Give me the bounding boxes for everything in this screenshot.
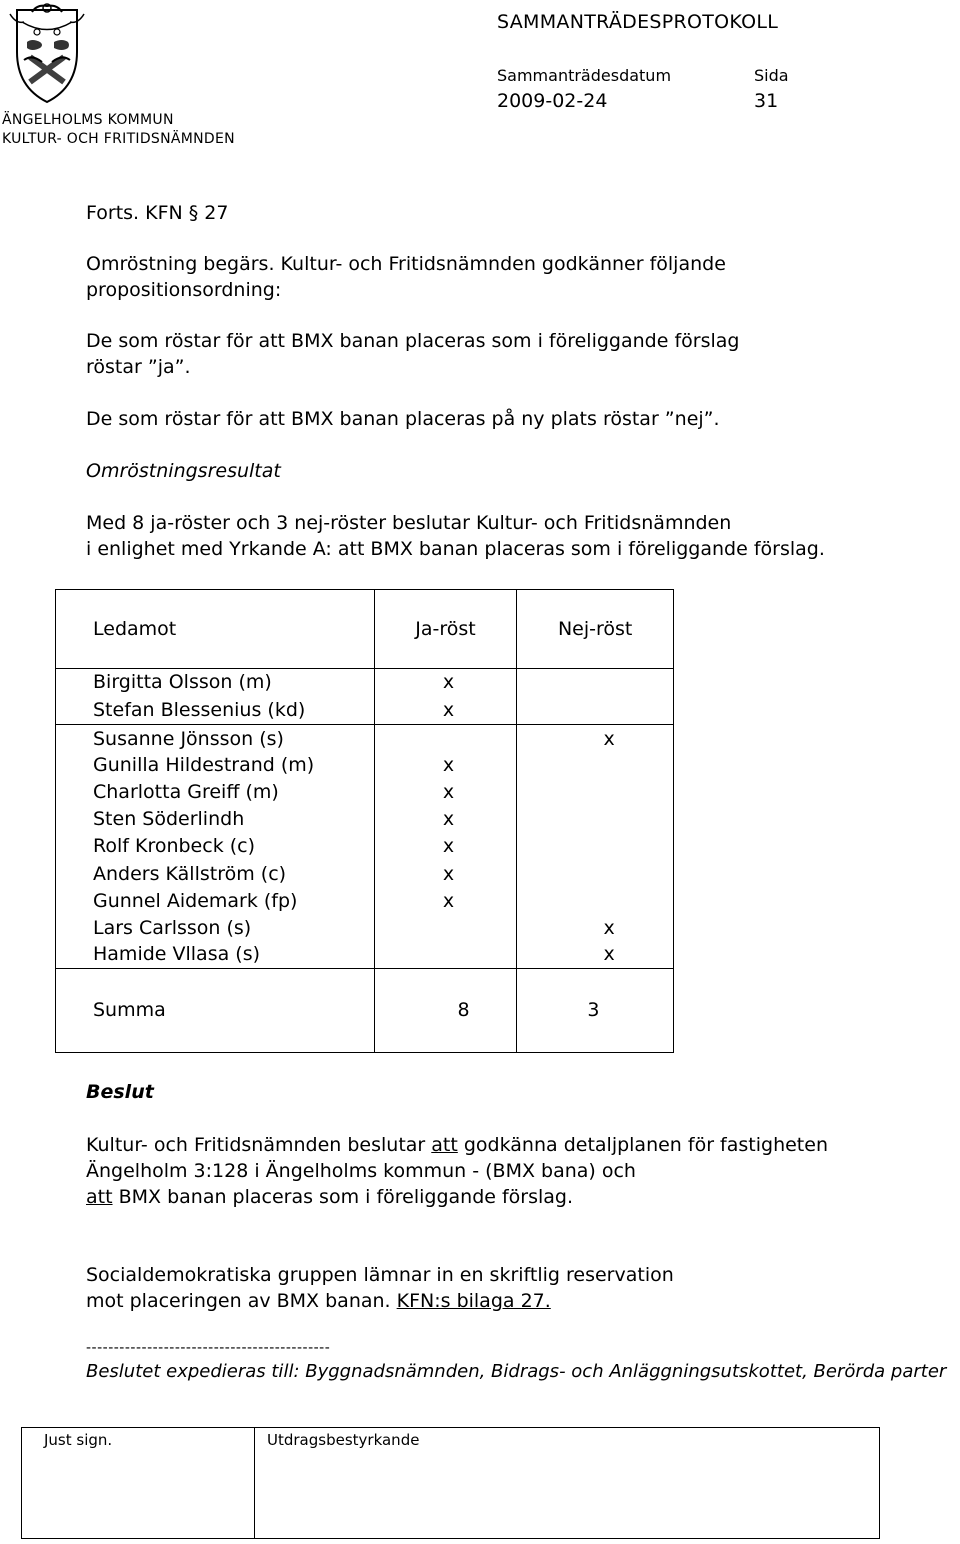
member-name: Rolf Kronbeck (c): [56, 833, 375, 860]
vote-row: [56, 806, 674, 833]
vote-table: [55, 589, 674, 1053]
member-name: Stefan Blessenius (kd): [56, 696, 375, 725]
sum-yes: 8: [374, 968, 517, 1052]
document-title: SAMMANTRÄDESPROTOKOLL: [497, 11, 779, 33]
member-name: Sten Söderlindh: [56, 806, 375, 833]
no-mark: [517, 860, 674, 887]
vote-row: [56, 725, 674, 752]
meeting-date: 2009-02-24: [497, 90, 608, 112]
vote-row: [56, 860, 674, 887]
vote-row: [56, 887, 674, 914]
vote-row: [56, 914, 674, 941]
yes-mark: x: [374, 833, 517, 860]
decision-line: att BMX banan placeras som i föreliggande förslag.: [86, 1186, 574, 1208]
coat-of-arms-icon: [2, 2, 92, 104]
member-name: Birgitta Olsson (m): [56, 669, 375, 696]
paragraph-line: propositionsordning:: [86, 279, 282, 301]
yes-mark: x: [374, 779, 517, 806]
yes-mark: x: [374, 752, 517, 779]
member-name: Anders Källström (c): [56, 860, 375, 887]
sum-no: 3: [517, 968, 674, 1052]
member-name: Charlotta Greiff (m): [56, 779, 375, 806]
committee-name: KULTUR- OCH FRITIDSNÄMNDEN: [2, 131, 235, 147]
paragraph-line: i enlighet med Yrkande A: att BMX banan placeras som i föreliggande förslag.: [86, 538, 825, 560]
member-name: Lars Carlsson (s): [56, 914, 375, 941]
distribution-line: Beslutet expedieras till: Byggnadsnämnden, Bidrags- och Anläggningsutskottet, Berörda parter: [86, 1361, 947, 1382]
vote-row: [56, 833, 674, 860]
vote-row: [56, 752, 674, 779]
member-name: Gunnel Aidemark (fp): [56, 887, 375, 914]
page-number: 31: [754, 90, 779, 112]
paragraph-line: röstar ”ja”.: [86, 356, 191, 378]
vote-row: [56, 779, 674, 806]
organization-name: ÄNGELHOLMS KOMMUN: [2, 112, 174, 128]
paragraph-line: De som röstar för att BMX banan placeras som i föreliggande förslag: [86, 330, 740, 352]
paragraph-line: Omröstning begärs. Kultur- och Fritidsnämnden godkänner följande: [86, 253, 726, 275]
paragraph-line: Med 8 ja-röster och 3 nej-röster beslutar Kultur- och Fritidsnämnden: [86, 512, 732, 534]
attachment-reference: KFN:s bilaga 27.: [396, 1290, 551, 1312]
member-name: Susanne Jönsson (s): [56, 725, 375, 752]
no-mark: x: [517, 941, 674, 968]
reservation-line: mot placeringen av BMX banan. KFN:s bilaga 27.: [86, 1290, 551, 1312]
section-heading: Forts. KFN § 27: [86, 202, 229, 224]
no-mark: [517, 669, 674, 696]
vote-row: [56, 669, 674, 696]
yes-mark: [374, 941, 517, 968]
vote-row: [56, 696, 674, 725]
vote-row: [56, 941, 674, 968]
member-name: Hamide Vllasa (s): [56, 941, 375, 968]
page-label: Sida: [754, 66, 789, 85]
result-heading: Omröstningsresultat: [86, 460, 281, 482]
coat-of-arms-logo: [2, 2, 92, 104]
decision-heading: Beslut: [86, 1081, 154, 1103]
no-mark: x: [517, 725, 674, 752]
paragraph-line: De som röstar för att BMX banan placeras på ny plats röstar ”nej”.: [86, 408, 720, 430]
yes-mark: x: [374, 806, 517, 833]
no-mark: [517, 887, 674, 914]
separator-dashes: --------------------------------------------: [86, 1340, 331, 1356]
no-mark: x: [517, 914, 674, 941]
column-header-yes: Ja-röst: [374, 590, 517, 669]
initials-label: Just sign.: [44, 1431, 113, 1449]
no-mark: [517, 696, 674, 725]
yes-mark: x: [374, 696, 517, 725]
no-mark: [517, 779, 674, 806]
reservation-line: Socialdemokratiska gruppen lämnar in en skriftlig reservation: [86, 1264, 674, 1286]
yes-mark: x: [374, 860, 517, 887]
sum-row: [56, 968, 674, 1052]
column-header-member: Ledamot: [56, 590, 375, 669]
meeting-date-label: Sammanträdesdatum: [497, 66, 672, 85]
no-mark: [517, 806, 674, 833]
column-header-no: Nej-röst: [517, 590, 674, 669]
decision-line: Ängelholm 3:128 i Ängelholms kommun - (BMX bana) och: [86, 1160, 636, 1182]
signature-box: [21, 1427, 880, 1539]
extract-certification-label: Utdragsbestyrkande: [267, 1431, 420, 1449]
yes-mark: [374, 725, 517, 752]
member-name: Gunilla Hildestrand (m): [56, 752, 375, 779]
yes-mark: x: [374, 669, 517, 696]
no-mark: [517, 752, 674, 779]
no-mark: [517, 833, 674, 860]
decision-line: Kultur- och Fritidsnämnden beslutar att godkänna detaljplanen för fastigheten: [86, 1134, 828, 1156]
signature-box-divider: [254, 1428, 255, 1538]
sum-label: Summa: [56, 968, 375, 1052]
yes-mark: [374, 914, 517, 941]
vote-table-header: [56, 590, 674, 669]
yes-mark: x: [374, 887, 517, 914]
